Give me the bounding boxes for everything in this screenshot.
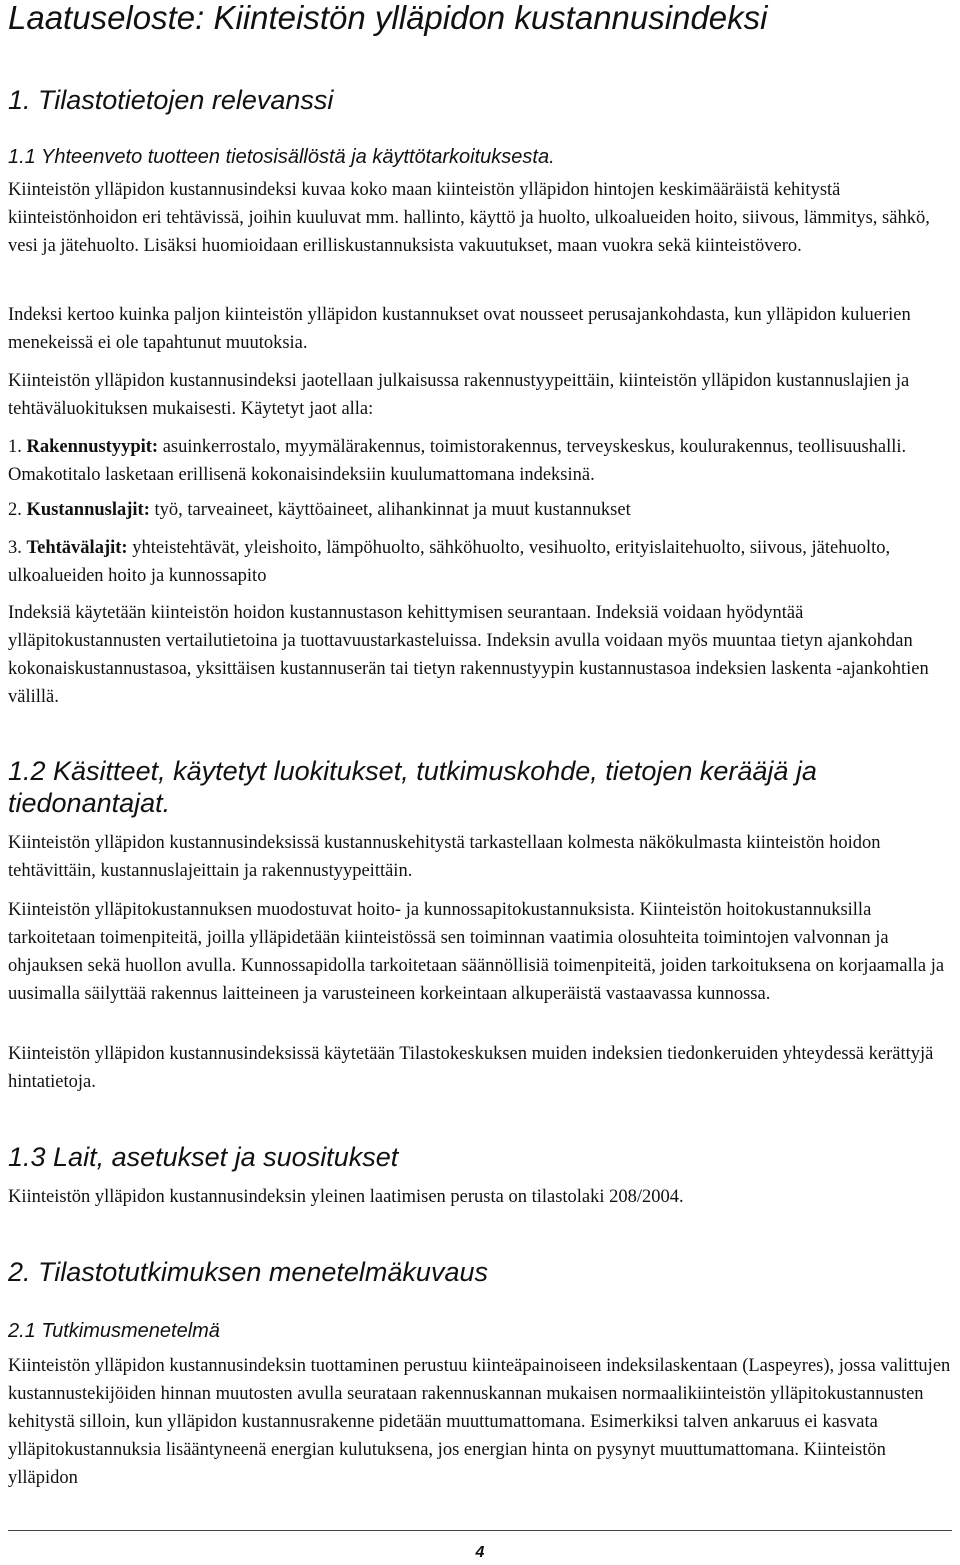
document-title: Laatuseloste: Kiinteistön ylläpidon kustannusindeksi bbox=[8, 0, 768, 36]
section-2-1-paragraph-1: Kiinteistön ylläpidon kustannusindeksin tuottaminen perustuu kiinteäpainoiseen indeksilaskentaan (Laspeyres), jossa valittujen kustannustekijöiden hinnan muutosten avulla seurataan rakennuskannan mukaisen normaalikiinteistön ylläpitokustannusten kehitystä silloin, kun ylläpidon kustannusrakenne pidetään muuttumattomana. Esimerkiksi talven ankaruus ei kasvata ylläpitokustannuksia lisääntyneenä energian kulutuksena, jos energian hinta on pysynyt muuttumattomana. Kiinteistön ylläpidon bbox=[8, 1356, 951, 1488]
section-1-1-heading: 1.1 Yhteenveto tuotteen tietosisällöstä ja käyttötarkoituksesta. bbox=[8, 146, 555, 168]
section-1-1-paragraph-3: Kiinteistön ylläpidon kustannusindeksi jaotellaan julkaisussa rakennustyypeittäin, kiinteistön ylläpidon kustannuslajien ja tehtäväluokituksen mukaisesti. Käytetyt jaot alla: bbox=[8, 371, 910, 419]
section-1-2-paragraph-2: Kiinteistön ylläpitokustannuksen muodostuvat hoito- ja kunnossapitokustannuksista. Kiinteistön hoitokustannuksilla tarkoitetaan toimenpiteitä, joilla ylläpidetään kiinteistössä sen toiminnan vaatimia olosuhteita toimintojen valvonnan ja ohjauksen sekä huollon avulla. Kunnossapidolla tarkoitetaan säännöllisiä toimenpiteitä, joiden tarkoituksena on korjaamalla ja uusimalla säilyttää rakennus laitteineen ja varusteineen korkeintaan alkuperäistä vastaavassa kunnossa. bbox=[8, 900, 945, 1004]
page-number: 4 bbox=[475, 1544, 485, 1561]
list-item-tehtavalajit bbox=[8, 534, 956, 590]
list-item-text: yhteistehtävät, yleishoito, lämpöhuolto, sähköhuolto, vesihuolto, erityislaitehuolto, siivous, jätehuolto, ulkoalueiden hoito ja kunnossapito bbox=[8, 538, 891, 586]
list-item-text: asuinkerrostalo, myymälärakennus, toimistorakennus, terveyskeskus, koulurakennus, teollisuushalli. Omakotitalo lasketaan erillisenä kokonaisindeksiin kuulumattomana indeksinä. bbox=[8, 437, 907, 485]
section-1-1-paragraph-4: Indeksiä käytetään kiinteistön hoidon kustannustason kehittymisen seurantaan. Indeksiä voidaan hyödyntää ylläpitokustannusten vertailutietoina ja tuottavuustarkasteluissa. Indeksin avulla voidaan myös muuntaa tietyn ajankohdan kokonaiskustannustasoa, yksittäisen kustannuserän tai tietyn rakennustyypin kustannustasoa indeksien laskenta -ajankohtien välillä. bbox=[8, 603, 929, 707]
section-1-2-paragraph-3: Kiinteistön ylläpidon kustannusindeksissä käytetään Tilastokeskuksen muiden indeksien tiedonkeruiden yhteydessä kerättyjä hintatietoja. bbox=[8, 1044, 934, 1092]
list-item-kustannuslajit bbox=[8, 496, 956, 524]
list-item-label: Tehtävälajit: bbox=[26, 538, 128, 558]
section-1-2-paragraph-1: Kiinteistön ylläpidon kustannusindeksissä kustannuskehitystä tarkastellaan kolmesta näkökulmasta kiinteistön hoidon tehtävittäin, kustannuslajeittain ja rakennustyypeittäin. bbox=[8, 833, 881, 881]
list-item-label: Rakennustyypit: bbox=[26, 437, 159, 457]
list-item-label: Kustannuslajit: bbox=[26, 500, 150, 520]
section-1-2-heading: 1.2 Käsitteet, käytetyt luokitukset, tutkimuskohde, tietojen kerääjä ja tiedonantajat. bbox=[8, 756, 817, 818]
footer-divider bbox=[8, 1530, 952, 1531]
list-item-number: 3. bbox=[8, 538, 22, 558]
section-1-3-paragraph-1: Kiinteistön ylläpidon kustannusindeksin yleinen laatimisen perusta on tilastolaki 208/2004. bbox=[8, 1187, 684, 1207]
list-item-number: 2. bbox=[8, 500, 22, 520]
list-item-number: 1. bbox=[8, 437, 22, 457]
section-2-heading: 2. Tilastotutkimuksen menetelmäkuvaus bbox=[8, 1257, 488, 1287]
section-1-heading: 1. Tilastotietojen relevanssi bbox=[8, 85, 334, 115]
section-1-1-paragraph-2: Indeksi kertoo kuinka paljon kiinteistön ylläpidon kustannukset ovat nousseet perusajankohdasta, kun ylläpidon kuluerien menekeissä ei ole tapahtunut muutoksia. bbox=[8, 305, 911, 353]
section-2-1-heading: 2.1 Tutkimusmenetelmä bbox=[8, 1320, 220, 1342]
list-item-text: työ, tarveaineet, käyttöaineet, alihankinnat ja muut kustannukset bbox=[149, 500, 631, 520]
section-1-3-heading: 1.3 Lait, asetukset ja suositukset bbox=[8, 1142, 399, 1172]
list-item-rakennustyypit bbox=[8, 433, 956, 489]
section-1-1-paragraph-1: Kiinteistön ylläpidon kustannusindeksi kuvaa koko maan kiinteistön ylläpidon hintojen keskimääräistä kehitystä kiinteistönhoidon eri tehtävissä, joihin kuuluvat mm. hallinto, käyttö ja huolto, ulkoalueiden hoito, siivous, lämmitys, sähkö, vesi ja jätehuolto. Lisäksi huomioidaan erilliskustannuksista vakuutukset, maan vuokra sekä kiinteistövero. bbox=[8, 180, 930, 256]
